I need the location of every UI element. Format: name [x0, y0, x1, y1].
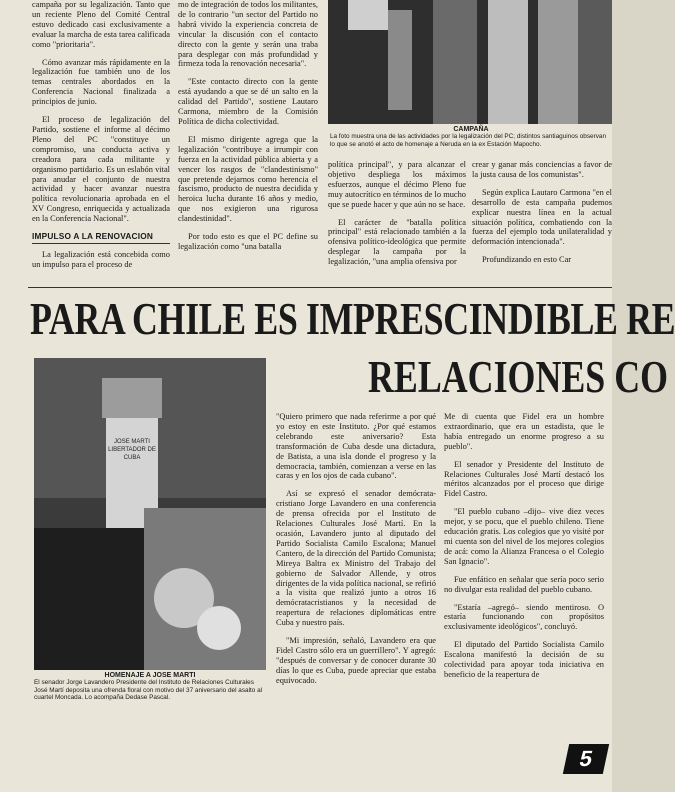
- column-1: [32, 0, 170, 282]
- paragraph: "El pueblo cubano –dijo– vive diez veces mejor, y se pocu, que el pueblo chileno. Tiene educación gratis. Los colegios que yo visité por mi cuenta son del nivel de los mejores colegios de acá: como la Alianza Francesa o el Colegio San Ignacio".: [444, 507, 604, 566]
- headline-line1: PARA CHILE ES IMPRESCINDIBLE RE: [30, 293, 675, 344]
- subhead: IMPULSO A LA RENOVACION: [32, 232, 170, 244]
- paragraph: "Estaría –agregó– siendo mentiroso. O estaría funcionando con propósitos exclusivamente ideológicos", concluyó.: [444, 602, 604, 632]
- paragraph: La legalización está concebida como un impulso para el proceso de: [32, 249, 170, 269]
- paragraph: Fue enfático en señalar que sería poco serio no divulgar esta realidad del pueblo cubano.: [444, 574, 604, 594]
- marti-caption: [34, 672, 266, 702]
- crowd-image: [328, 0, 612, 124]
- campaign-caption: [330, 126, 612, 148]
- paragraph: El senador y Presidente del Instituto de Relaciones Culturales José Martí destacó los méritos alcanzados por el proceso que dirige Fidel Castro.: [444, 459, 604, 499]
- column-b1: [276, 412, 436, 738]
- paragraph: Cómo avanzar más rápidamente en la legalización fue también uno de los temas centrales abordados en la Conferencia Nacional finalizada a principios de junio.: [32, 57, 170, 107]
- caption-text: El senador Jorge Lavandero Presidente del Instituto de Relaciones Culturales José Martí deposita una ofrenda floral con motivo del 37 aniversario del asalto al cuartel Moncada. Lo acompaña Dedase Pascal.: [34, 679, 263, 702]
- paragraph: política principal", y para alcanzar el objetivo despliega los máximos esfuerzos, aunque el décimo Pleno fue muy autocrítico en términos de lo mucho que se puede hacer y que aún no se hace.: [328, 160, 466, 209]
- column-b2: [444, 412, 604, 740]
- paragraph: "Mi impresión, señaló, Lavandero era que Fidel Castro sólo era un guerrillero". Y agregó: "después de conversar y de conocer durante 30 días lo que es Cuba, puede apreciar que estaba equivocado.: [276, 636, 436, 685]
- paragraph: Así se expresó el senador demócrata-cristiano Jorge Lavandero en una conferencia de prensa ofrecida por el Instituto de Relaciones Culturales José Martí. En la ocasión, Lavandero junto al diputado del Partido Socialista Camilo Escalona; Manuel Cantero, de la dirección del Partido Comunista; Mireya Baltra ex Ministro del Trabajo del gobierno de Salvador Allende, y otros dirigentes de la vida política nacional, se refirió a la visita que realizó junto a otros 16 demócratacristianos y la necesidad de reapertura de relaciones diplomáticas entre Cuba y nuestro país.: [276, 489, 436, 628]
- paragraph: Según explica Lautaro Carmona "en el desarrollo de esta campaña pudemos explicar nuestra línea en la actual situación política, combatiendo con la fuerza del ejemplo toda unilateralidad y deformación intencionada".: [472, 187, 612, 247]
- paragraph: El proceso de legalización del Partido, sostiene el informe al décimo Pleno del PC "constituye un compromiso, una conducta activa y creadora para cada militante y organismo partidario. Es un eslabón vital para anudar el conjunto de nuestra actividad y hacer avanzar nuestra política revolucionaria aprobada en el XV Congreso, enriquecida y actualizada en la Conferencia Nacional".: [32, 115, 170, 224]
- column-3: [328, 160, 466, 282]
- caption-title: HOMENAJE A JOSE MARTI: [104, 672, 196, 679]
- paragraph: crear y ganar más conciencias a favor de la justa causa de los comunistas".: [472, 160, 612, 179]
- paragraph: mo de integración de todos los militantes, de lo contrario "un sector del Partido no habrá vivido la experiencia concreta de vincular la discusión con el contacto directo con la gente y serán una traba para desplegar con más profundidad y firmeza toda la renovación necesaria".: [178, 0, 318, 69]
- homage-image: [34, 358, 266, 670]
- paragraph: campaña por su legalización. Tanto que un reciente Pleno del Comité Central estuvo dedicado casi exclusivamente a evaluar la marcha de esta tarea calificada como "prioritaria".: [32, 0, 170, 49]
- divider: [28, 287, 612, 288]
- column-4: [472, 160, 612, 282]
- page-number: 5: [563, 744, 609, 774]
- column-2: [178, 0, 318, 282]
- paragraph: Por todo esto es que el PC define su legalización como "una batalla: [178, 232, 318, 251]
- paragraph: El carácter de "batalla política principal" está relacionado también a la ofensiva político-ideológica que permite desplegar la campaña por la legalización, "una amplia ofensiva por: [328, 217, 466, 267]
- marti-photo: [34, 358, 266, 670]
- paragraph: El mismo dirigente agrega que la legalización "contribuye a irrumpir con fuerza en la actividad pública abierta y a vencer los rasgos de "clandestinismo" que pretende dejarnos como herencia el fascismo, producto de nuestra decidida y heroica lucha durante 16 años y medio, que nos exigieron una rigurosa clandestinidad".: [178, 134, 318, 224]
- caption-text: La foto muestra una de las actividades por la legalización del PC; distintos santiaguinos observan lo que se anotó el acto de homenaje a Neruda en la ex Estación Mapocho.: [330, 133, 607, 148]
- paragraph: Me di cuenta que Fidel era un hombre extraordinario, que era un estadista, que le había entregado un enorme progreso a su pueblo".: [444, 412, 604, 451]
- campaign-photo: [328, 0, 612, 124]
- caption-title: CAMPAÑA: [453, 126, 489, 133]
- paragraph: Profundizando en esto Car: [482, 255, 572, 265]
- bust-inscription: JOSE MARTI LIBERTADOR DE CUBA: [108, 439, 156, 461]
- paragraph: "Este contacto directo con la gente está ayudando a que se dé un salto en la calidad del Partido", sostiene Lautaro Carmona, miembro de la Comisión Política de dicha colectividad.: [178, 77, 318, 126]
- headline-line2: RELACIONES CO: [368, 351, 669, 402]
- paragraph: El diputado del Partido Socialista Camilo Escalona manifestó la decisión de su colectividad para apoyar toda iniciativa en beneficio de la reapertura de: [444, 640, 604, 679]
- paragraph: "Quiero primero que nada referirme a por qué yo estoy en este Instituto. ¿Por qué estamos celebrando este aniversario? Esta transformación de Cuba desde una dictadura, de Batista, a una isla donde el progreso y la democracia, también, comienzan a verse en las caras y en los ojos de cada cubano".: [276, 412, 436, 481]
